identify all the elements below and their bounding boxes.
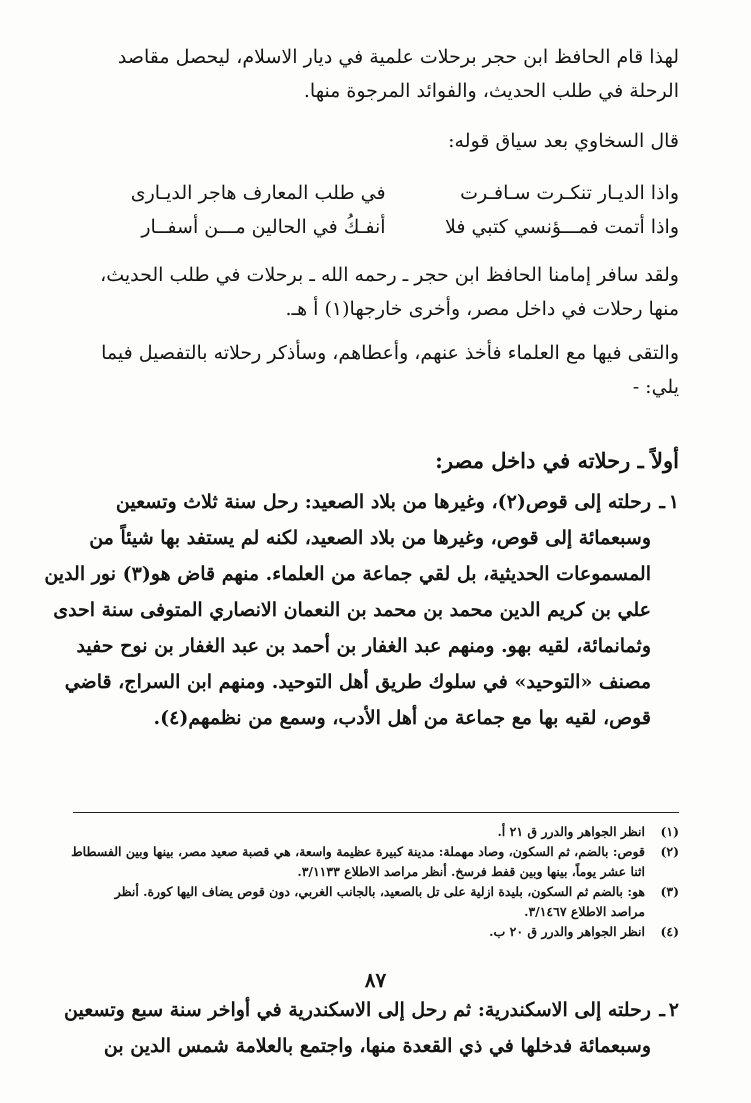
footnote-text [73,822,645,842]
list-item-dash: ـ [659,999,665,1021]
poem-verse-1-first: واذا الديـار تنكـرت سـافـرت [460,182,679,204]
paragraph-scholars-line-2: يلي: - [632,376,679,398]
footnote-text [71,842,645,882]
poem [73,176,679,244]
footnote-number: (٤) [660,924,679,939]
list-item-line: علي بن كريم الدين محمد بن محمد بن النعمان الانصاري المتوفى سنة احدى [53,599,651,621]
poem-verse-2-second: أنفـكُ في الحالين مـــن أسفــار [141,216,386,238]
footnote-number: (٢) [660,844,679,859]
intro-line-1: لهذا قام الحافظ ابن حجر برحلات علمية في ديار الاسلام، ليحصل مقاصد [117,46,679,68]
list-item-line: وسبعمائة إلى قوص، وغيرها من بلاد الصعيد، لكنه لم يستفد بها شيئاً من [89,527,651,549]
list-item [44,484,679,736]
poem-verse-2-first: واذا أتمت فمـــؤنسي كتبي فلا [445,216,679,238]
list-item-body [44,484,651,736]
footnote-number: (١) [660,824,679,839]
list-item-line: وثمانمائة، لقيه بهو. ومنهم عبد الغفار بن أحمد بن عبد الغفار بن نوح حفيد [76,635,651,657]
poem-verse-2 [73,210,679,244]
footnote-line: اثنا عشر يوماً، بينها وبين قفط فرسخ. أنظر مراصد الاطلاع ٣/١١٣٣. [297,864,645,879]
list-item-line: قوص، لقيه بها مع جماعة من أهل الأدب، وسمع من نظمهم(٤). [153,707,651,729]
poem-verse-1 [73,176,679,210]
list-item-line: المسموعات الحديثية، بل لقي جماعة من العلماء. منهم قاض هو(٣) نور الدين [44,563,651,585]
intro-paragraph [73,40,679,108]
footnotes [73,822,679,942]
footnote [73,842,679,882]
footnote-text [73,922,645,942]
list-item-line: وسبعمائة فدخلها في ذي القعدة منها، واجتمع بالعلامة شمس الدين بن [103,1035,651,1057]
paragraph-scholars [73,336,679,404]
footnote-line: قوص: بالضم، ثم السكون، وصاد مهملة: مدينة كبيرة عظيمة واسعة، هي قصبة صعيد مصر، بينها وبين الفسطاط [71,844,645,859]
page-number: ٨٧ [364,968,387,992]
paragraph-travel [73,258,679,326]
footnote-line: انظر الجواهر والدرر ق ٢٠ ب. [489,924,645,939]
paragraph-travel-line-1: ولقد سافر إمامنا الحافظ ابن حجر ـ رحمه الله ـ برحلات في طلب الحديث، [100,264,679,286]
intro-line-2: الرحلة في طلب الحديث، والفوائد المرجوة منها. [303,80,679,102]
list-item-number: ١ [668,491,679,513]
list-item-dash: ـ [659,491,665,513]
footnote [73,882,679,922]
section-heading: أولاً ـ رحلاته في داخل مصر: [435,448,679,473]
list-item-line: مصنف «التوحيد» في سلوك طريق أهل التوحيد. ومنهم ابن السراج، قاضي [64,671,651,693]
footnote-number: (٣) [660,884,679,899]
footnote [73,922,679,942]
paragraph-travel-line-2: منها رحلات في داخل مصر، وأخرى خارجها(١) أ هـ. [285,298,679,320]
list-item [64,992,679,1064]
footnote-divider [73,812,679,813]
list-item-body [64,992,651,1064]
footnote-line: انظر الجواهر والدرر ق ٢١ أ. [497,824,645,839]
list-item-number: ٢ [668,999,679,1021]
list-item-line: رحلته إلى الاسكندرية: ثم رحل إلى الاسكندرية في أواخر سنة سبع وتسعين [64,999,651,1021]
footnote [73,822,679,842]
footnote-text [73,882,645,922]
footnote-line: هو: بالضم ثم السكون، بليدة ازلية على تل بالصعيد، بالجانب الغربي، دون قوص يضاف اليها كورة. أنظر [114,884,645,899]
footnote-line: مراصد الاطلاع ٣/١٤٦٧. [524,904,645,919]
list-item-line: رحلته إلى قوص(٢)، وغيرها من بلاد الصعيد: رحل سنة ثلاث وتسعين [115,491,651,513]
sakhawi-intro: قال السخاوي بعد سياق قوله: [448,130,679,152]
paragraph-scholars-line-1: والتقى فيها مع العلماء فأخذ عنهم، وأعطاهم، وسأذكر رحلاته بالتفصيل فيما [101,342,679,364]
poem-verse-1-second: في طلب المعارف هاجر الديـارى [130,182,386,204]
